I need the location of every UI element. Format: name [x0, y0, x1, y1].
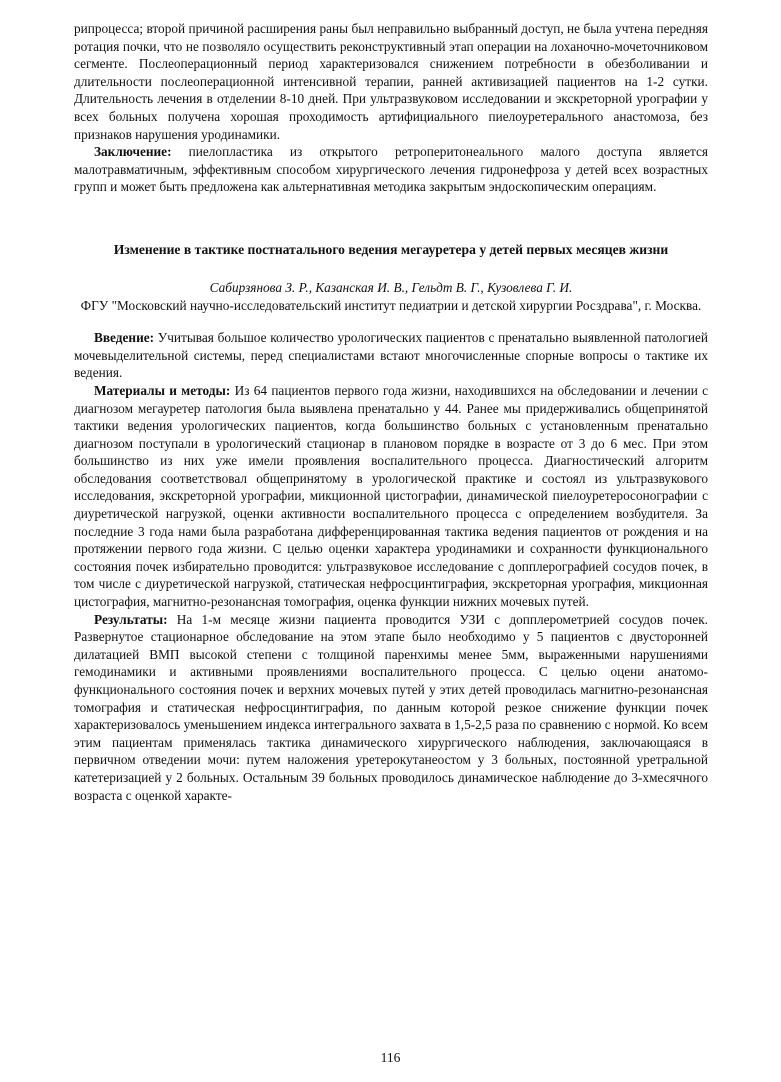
methods-label: Материалы и методы:: [94, 382, 231, 398]
conclusion-text: пиелопластика из открытого ретроперитонеального малого доступа является малотравматичным, эффективным способом хирургического лечения гидронефроза у детей всех возрастных групп и может быть предложена как альтернативная методика закрытым эндоскопическим операциям.: [74, 144, 708, 195]
continued-paragraph: рипроцесса; второй причиной расширения раны был неправильно выбранный доступ, не была учтена передняя ротация почки, что не позволяло осуществить реконструктивный этап операции на лоханочно-мочеточниковом сегменте. Послеоперационный период характеризовался снижением потребности в обезболивании и длительности послеоперационной интенсивной терапии, ранней активизацией пациентов на 1-2 сутки. Длительность лечения в отделении 8-10 дней. При ультразвуковом исследовании и экскреторной урографии у всех больных получена хорошая проходимость артифициального пиелоуретерального анастомоза, без признаков нарушения уродинамики.: [74, 21, 708, 142]
article-institution: ФГУ "Московский научно-исследовательский институт педиатрии и детской хирургии Росздрава", г. Москва.: [80, 297, 702, 313]
conclusion-paragraph: [74, 143, 708, 196]
results-paragraph: [74, 611, 708, 805]
page-number: 116: [380, 1050, 401, 1065]
introduction-paragraph: [74, 329, 708, 382]
results-label: Результаты:: [94, 611, 168, 627]
article-authors: Сабирзянова З. Р., Казанская И. В., Гельдт В. Г., Кузовлева Г. И.: [209, 279, 573, 295]
article-title: Изменение в тактике постнатального ведения мегауретера у детей первых месяцев жизни: [113, 241, 669, 257]
methods-text: Из 64 пациентов первого года жизни, находившихся на обследовании и лечении с диагнозом мегауретер патология была выявлена пренатально у 44. Ранее мы придерживались общепринятой тактики ведения урологических пациентов, когда большинство больных с установленным пренатально диагнозом поступали в урологический стационар в плановом порядке в возрасте от 3 до 6 мес. При этом большинство из них уже имели проявления воспалительного процесса. Диагностический алгоритм обследования соответствовал общепринятому в урологической практике и состоял из ультразвукового исследования, экскреторной урографии, микционной цистографии, динамической пиелоуретеросонографии с диуретической нагрузкой, оценки активности воспалительного процесса с определением возбудителя. За последние 3 года нами была разработана дифференцированная тактика ведения пациентов от рождения и на протяжении первого года жизни. С целью оценки характера уродинамики и сохранности функционального состояния почек избирательно проводится: ультразвуковое исследование с допплерографией сосудов почек, в том числе с диуретической нагрузкой, статическая нефросцинтиграфия, экскреторная урография, микционная цистография, магнитно-резонансная томография, оценка функции нижних мочевых путей.: [74, 382, 708, 610]
introduction-text: Учитывая большое количество урологических пациентов с пренатально выявленной патологией мочевыделительной системы, перед специалистами встают многочисленные спорные вопросы о тактике их ведения.: [74, 330, 708, 381]
document-page: [74, 20, 708, 804]
results-text: На 1-м месяце жизни пациента проводится УЗИ с допплерометрией сосудов почек. Развернутое стационарное обследование на этом этапе было необходимо у 5 пациентов с двусторонней дилатацией ВМП высокой степени с толщиной паренхимы менее 5мм, выраженными нарушениями гемодинамики и активными проявлениями воспалительного процесса. С целью оцени анатомо-функционального состояния почек и верхних мочевых путей у этих детей проводилась магнитно-резонансная томография и статическая нефросцинтиграфия, по данным которой резкое снижение функции почек характеризовалось уменьшением индекса интегрального захвата в 1,5-2,5 раза по сравнению с нормой. Ко всем этим пациентам применялась тактика динамического хирургического наблюдения, заключающаяся в первичном отведении мочи: путем наложения уретерокутанеостом у 3 больных, постоянной уретральной катетеризацией у 2 больных. Остальным 39 больных проводилось динамическое наблюдение до 3-хмесячного возраста с оценкой характе-: [74, 611, 708, 803]
introduction-label: Введение:: [94, 330, 155, 346]
conclusion-label: Заключение:: [94, 144, 172, 160]
methods-paragraph: [74, 382, 708, 611]
